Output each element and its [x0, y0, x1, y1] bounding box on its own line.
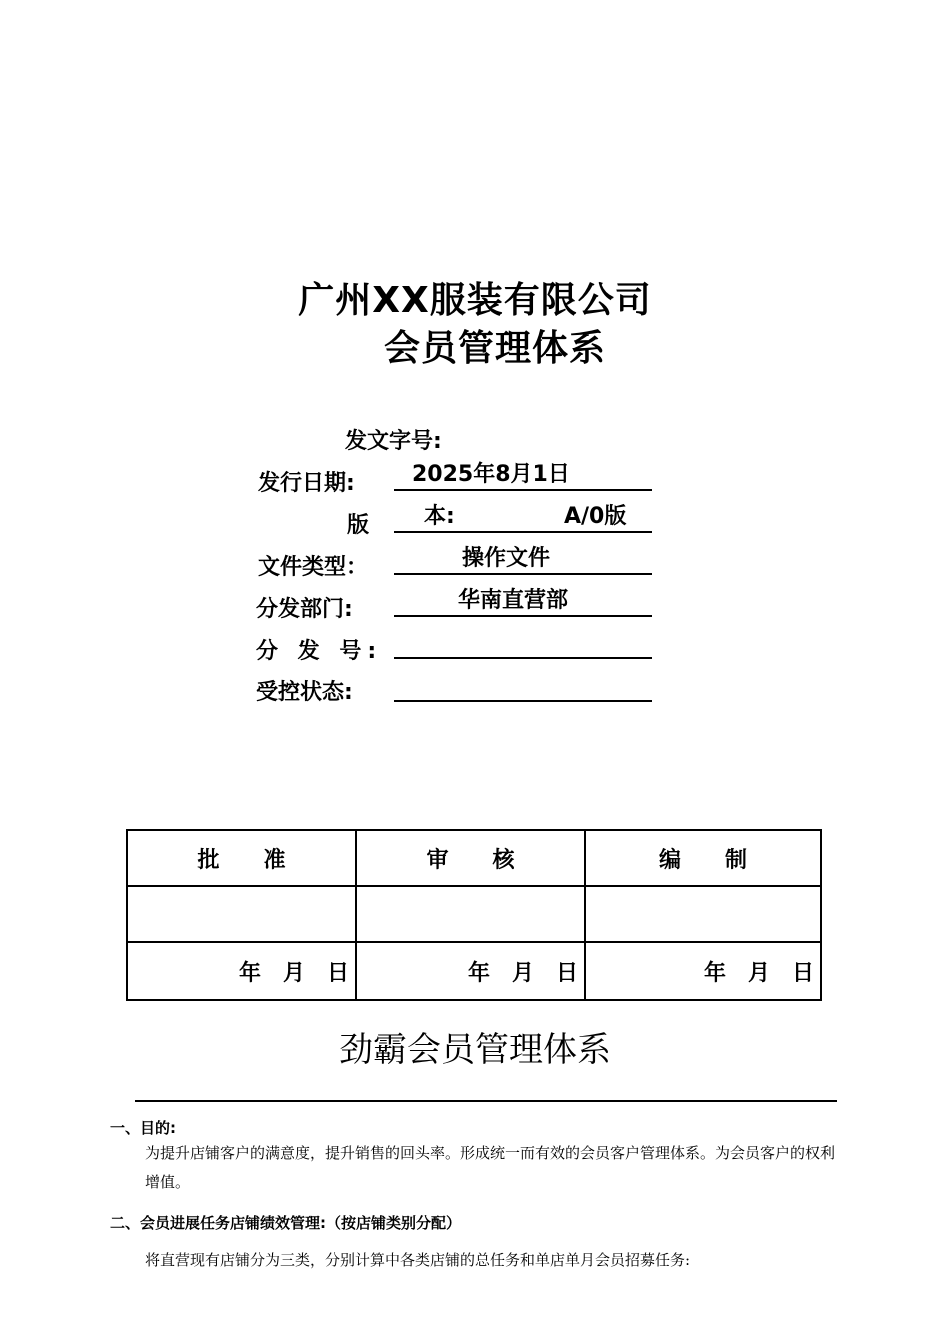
approve-date: 年 月 日: [127, 942, 356, 1000]
version-sub-label: 本:: [424, 504, 455, 529]
version-value: A/0版: [564, 504, 627, 529]
section-1-heading: 一、目的:: [110, 1119, 176, 1137]
title-divider: [135, 1100, 837, 1102]
approval-table: [126, 829, 822, 1001]
approval-signature-row: [127, 886, 821, 942]
section-1-text: 为提升店铺客户的满意度，提升销售的回头率。形成统一而有效的会员客户管理体系。为会员客户的权利增值。: [145, 1144, 836, 1191]
version-label: 版: [347, 513, 370, 538]
file-type-label: 文件类型：: [258, 555, 369, 580]
compile-header: 编 制: [585, 830, 821, 886]
document-title: 劲霸会员管理体系: [339, 1030, 611, 1070]
issue-date-field: [394, 461, 652, 491]
section-2-text: 将直营现有店铺分为三类，分别计算中各类店铺的总任务和单店单月会员招募任务:: [145, 1251, 691, 1269]
approval-header-row: [127, 830, 821, 886]
dist-number-label: 分 发 号:: [256, 639, 383, 664]
dept-value: 华南直营部: [458, 588, 569, 613]
issue-date-value: 2025年8月1日: [412, 462, 570, 487]
dist-number-field: [394, 629, 652, 659]
review-signature-cell: [356, 886, 585, 942]
dept-field: [394, 587, 652, 617]
compile-date: 年 月 日: [585, 942, 821, 1000]
issue-date-label: 发行日期:: [258, 471, 355, 496]
file-type-field: [394, 545, 652, 575]
approve-header: 批 准: [127, 830, 356, 886]
company-name: 广州XX服装有限公司: [298, 280, 652, 321]
compile-signature-cell: [585, 886, 821, 942]
review-date: 年 月 日: [356, 942, 585, 1000]
system-title: 会员管理体系: [383, 328, 606, 369]
approval-date-row: [127, 942, 821, 1000]
doc-number-label: 发文字号:: [345, 429, 442, 454]
control-status-field: [394, 672, 652, 702]
file-type-value: 操作文件: [462, 546, 551, 571]
control-status-label: 受控状态:: [256, 680, 353, 705]
review-header: 审 核: [356, 830, 585, 886]
version-field: [394, 503, 652, 533]
approve-signature-cell: [127, 886, 356, 942]
dept-label: 分发部门:: [256, 597, 353, 622]
section-2-heading: 二、会员进展任务店铺绩效管理:（按店铺类别分配）: [110, 1214, 462, 1232]
